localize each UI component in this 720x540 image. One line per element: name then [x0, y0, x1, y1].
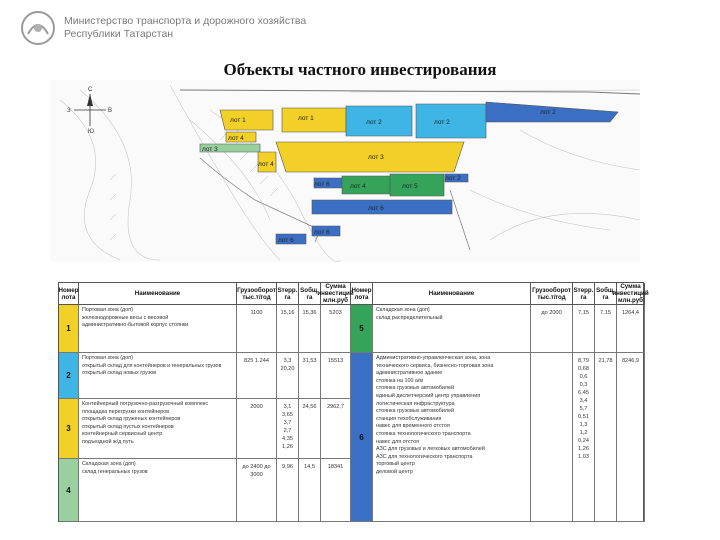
- cargo-value: 825 1.244: [237, 353, 277, 399]
- table-header: Sобщ. га: [299, 283, 321, 305]
- description-line: открытый склад пустых контейнеров: [82, 423, 174, 430]
- area-value: 15,16: [277, 305, 299, 353]
- lot-label: лот 1: [230, 117, 246, 124]
- lot-label: лот 2: [445, 175, 461, 182]
- lot-area: [282, 108, 346, 132]
- lot-number: 6: [351, 353, 373, 522]
- table-header: Номер лота: [351, 283, 373, 305]
- build-area-value: 24,56: [299, 399, 321, 459]
- description-line: открытый склад новых грузов: [82, 370, 157, 377]
- table-header: Сумма инвестиций млн.руб: [317, 283, 354, 304]
- description-line: стоянка на 100 а/м: [376, 377, 424, 384]
- cargo-value: [531, 353, 573, 522]
- lot-description: [79, 305, 237, 353]
- investment-value: 15513: [321, 353, 351, 399]
- description-line: открытый склад для контейнеров и генеральных грузов: [82, 362, 222, 369]
- lot-label: лот 4: [350, 183, 366, 190]
- lot-label: лот 6: [314, 229, 330, 236]
- lot-number: 4: [59, 459, 79, 522]
- lot-description: [373, 305, 531, 353]
- build-area-value: 7,15: [595, 305, 617, 353]
- description-line: АЗС для грузовых и легковых автомобилей: [376, 446, 485, 453]
- description-line: станция техобслуживания: [376, 415, 442, 422]
- lot-label: лот 2: [366, 119, 382, 126]
- ministry-line-1: Министерство транспорта и дорожного хозяйства: [64, 15, 307, 27]
- description-line: подъездной ж/д путь: [82, 438, 134, 445]
- lot-number: 1: [59, 305, 79, 353]
- table-header: Наименование: [373, 283, 531, 305]
- lot-number: 3: [59, 399, 79, 459]
- description-line: железнодорожные весы с весовой: [82, 314, 169, 321]
- lot-area: [416, 104, 486, 138]
- investment-value: 1264,4: [617, 305, 645, 353]
- lot-description: [373, 353, 531, 522]
- lot-area: [220, 110, 273, 130]
- lots-table: [58, 282, 649, 522]
- description-line: склад распределительный: [376, 314, 443, 321]
- lot-label: лот 4: [258, 161, 274, 168]
- description-line: Контейнерный погрузочно-разгрузочный комплекс: [82, 401, 209, 407]
- investment-value: 2962,7: [321, 399, 351, 459]
- lot-number: 5: [351, 305, 373, 353]
- lot-label: лот 4: [228, 135, 244, 142]
- compass-east: В: [108, 108, 113, 114]
- table-header: Sтерр. га: [277, 283, 299, 305]
- area-value: 8,79 0,68 0,6 0,3 6,45 3,4 5,7 0,51 1,3 1,2 0,24 1,26 1,03: [573, 353, 595, 522]
- cargo-value: 2000: [237, 399, 277, 459]
- lot-label: лот 6: [368, 205, 384, 212]
- build-area-value: 31,53: [299, 353, 321, 399]
- description-line: деловой центр: [376, 468, 413, 475]
- description-line: АЗС для технологического транспорта: [376, 453, 473, 460]
- lot-label: лот 6: [278, 237, 294, 244]
- description-line: стоянка грузовых автомобилей: [376, 385, 455, 392]
- table-header: Грузооборот тыс.т/год: [531, 283, 573, 305]
- lot-label: лот 1: [298, 115, 314, 122]
- ministry-logo-icon: [20, 10, 56, 46]
- description-line: Административно-управленческая зона, зона: [376, 355, 491, 361]
- build-area-value: 15,36: [299, 305, 321, 353]
- table-header: Грузооборот тыс.т/год: [237, 283, 277, 305]
- ministry-name: [64, 15, 306, 41]
- description-line: торговый центр: [376, 461, 415, 468]
- investment-value: 18341: [321, 459, 351, 522]
- ministry-line-2: Республики Татарстан: [64, 28, 174, 40]
- header: [20, 8, 306, 48]
- description-line: стоянка технологического транспорта: [376, 430, 471, 437]
- description-line: навес для временного отстоя: [376, 423, 450, 430]
- table-header: Сумма инвестиций млн.руб: [612, 283, 649, 304]
- cargo-value: до 2000: [531, 305, 573, 353]
- build-area-value: 14,5: [299, 459, 321, 522]
- lot-label: лот 6: [314, 181, 330, 188]
- description-line: логистическая инфраструктура: [376, 400, 455, 407]
- area-value: 3,3 20,20: [277, 353, 299, 399]
- cargo-value: 1100: [237, 305, 277, 353]
- lot-label: лот 2: [540, 109, 556, 116]
- description-line: технического сервиса, бизнесно-торговая зона: [376, 362, 494, 369]
- compass-west: З: [67, 108, 71, 114]
- compass-north: С: [88, 87, 93, 93]
- description-line: Портовая зона (доп): [82, 307, 133, 313]
- table-header: Sтерр. га: [573, 283, 595, 305]
- lot-number: 2: [59, 353, 79, 399]
- area-value: 3,1 3,65 3,7 2,7 4,35 1,26: [277, 399, 299, 459]
- description-line: Портовая зона (доп): [82, 355, 133, 361]
- lot-label: лот 3: [202, 146, 218, 153]
- table-header: Наименование: [79, 283, 237, 305]
- port-site-plan: [50, 80, 640, 262]
- description-line: единый диспетчерский центр управления: [376, 392, 481, 399]
- area-value: 7,15: [573, 305, 595, 353]
- description-line: административное здание: [376, 370, 443, 377]
- description-line: площадка перегрузки контейнеров: [82, 408, 170, 415]
- description-line: административно-бытовой корпус стоянки: [82, 322, 189, 329]
- compass-south: Ю: [88, 129, 95, 135]
- description-line: Складская зона (доп): [82, 461, 136, 467]
- lot-label: лот 2: [434, 119, 450, 126]
- description-line: открытый склад груженых контейнеров: [82, 416, 181, 423]
- build-area-value: 21,78: [595, 353, 617, 522]
- table-header: Sобщ. га: [595, 283, 617, 305]
- lot-description: [79, 353, 237, 399]
- investment-value: 8246,9: [617, 353, 645, 522]
- lot-description: [79, 459, 237, 522]
- investment-value: 5203: [321, 305, 351, 353]
- description-line: контейнерный сервисный центр: [82, 431, 163, 438]
- lot-label: лот 3: [368, 154, 384, 161]
- lot-description: [79, 399, 237, 459]
- description-line: склад генеральных грузов: [82, 468, 148, 475]
- description-line: Складская зона (доп): [376, 307, 430, 313]
- description-line: стоянка грузовых автомобилей: [376, 408, 455, 415]
- cargo-value: до 2400 до 3000: [237, 459, 277, 522]
- table-header: Номер лота: [59, 283, 79, 305]
- slide-title: Объекты частного инвестирования: [223, 60, 497, 79]
- lot-label: лот 5: [402, 183, 418, 190]
- area-value: 9,96: [277, 459, 299, 522]
- description-line: навес для отстоя: [376, 438, 419, 445]
